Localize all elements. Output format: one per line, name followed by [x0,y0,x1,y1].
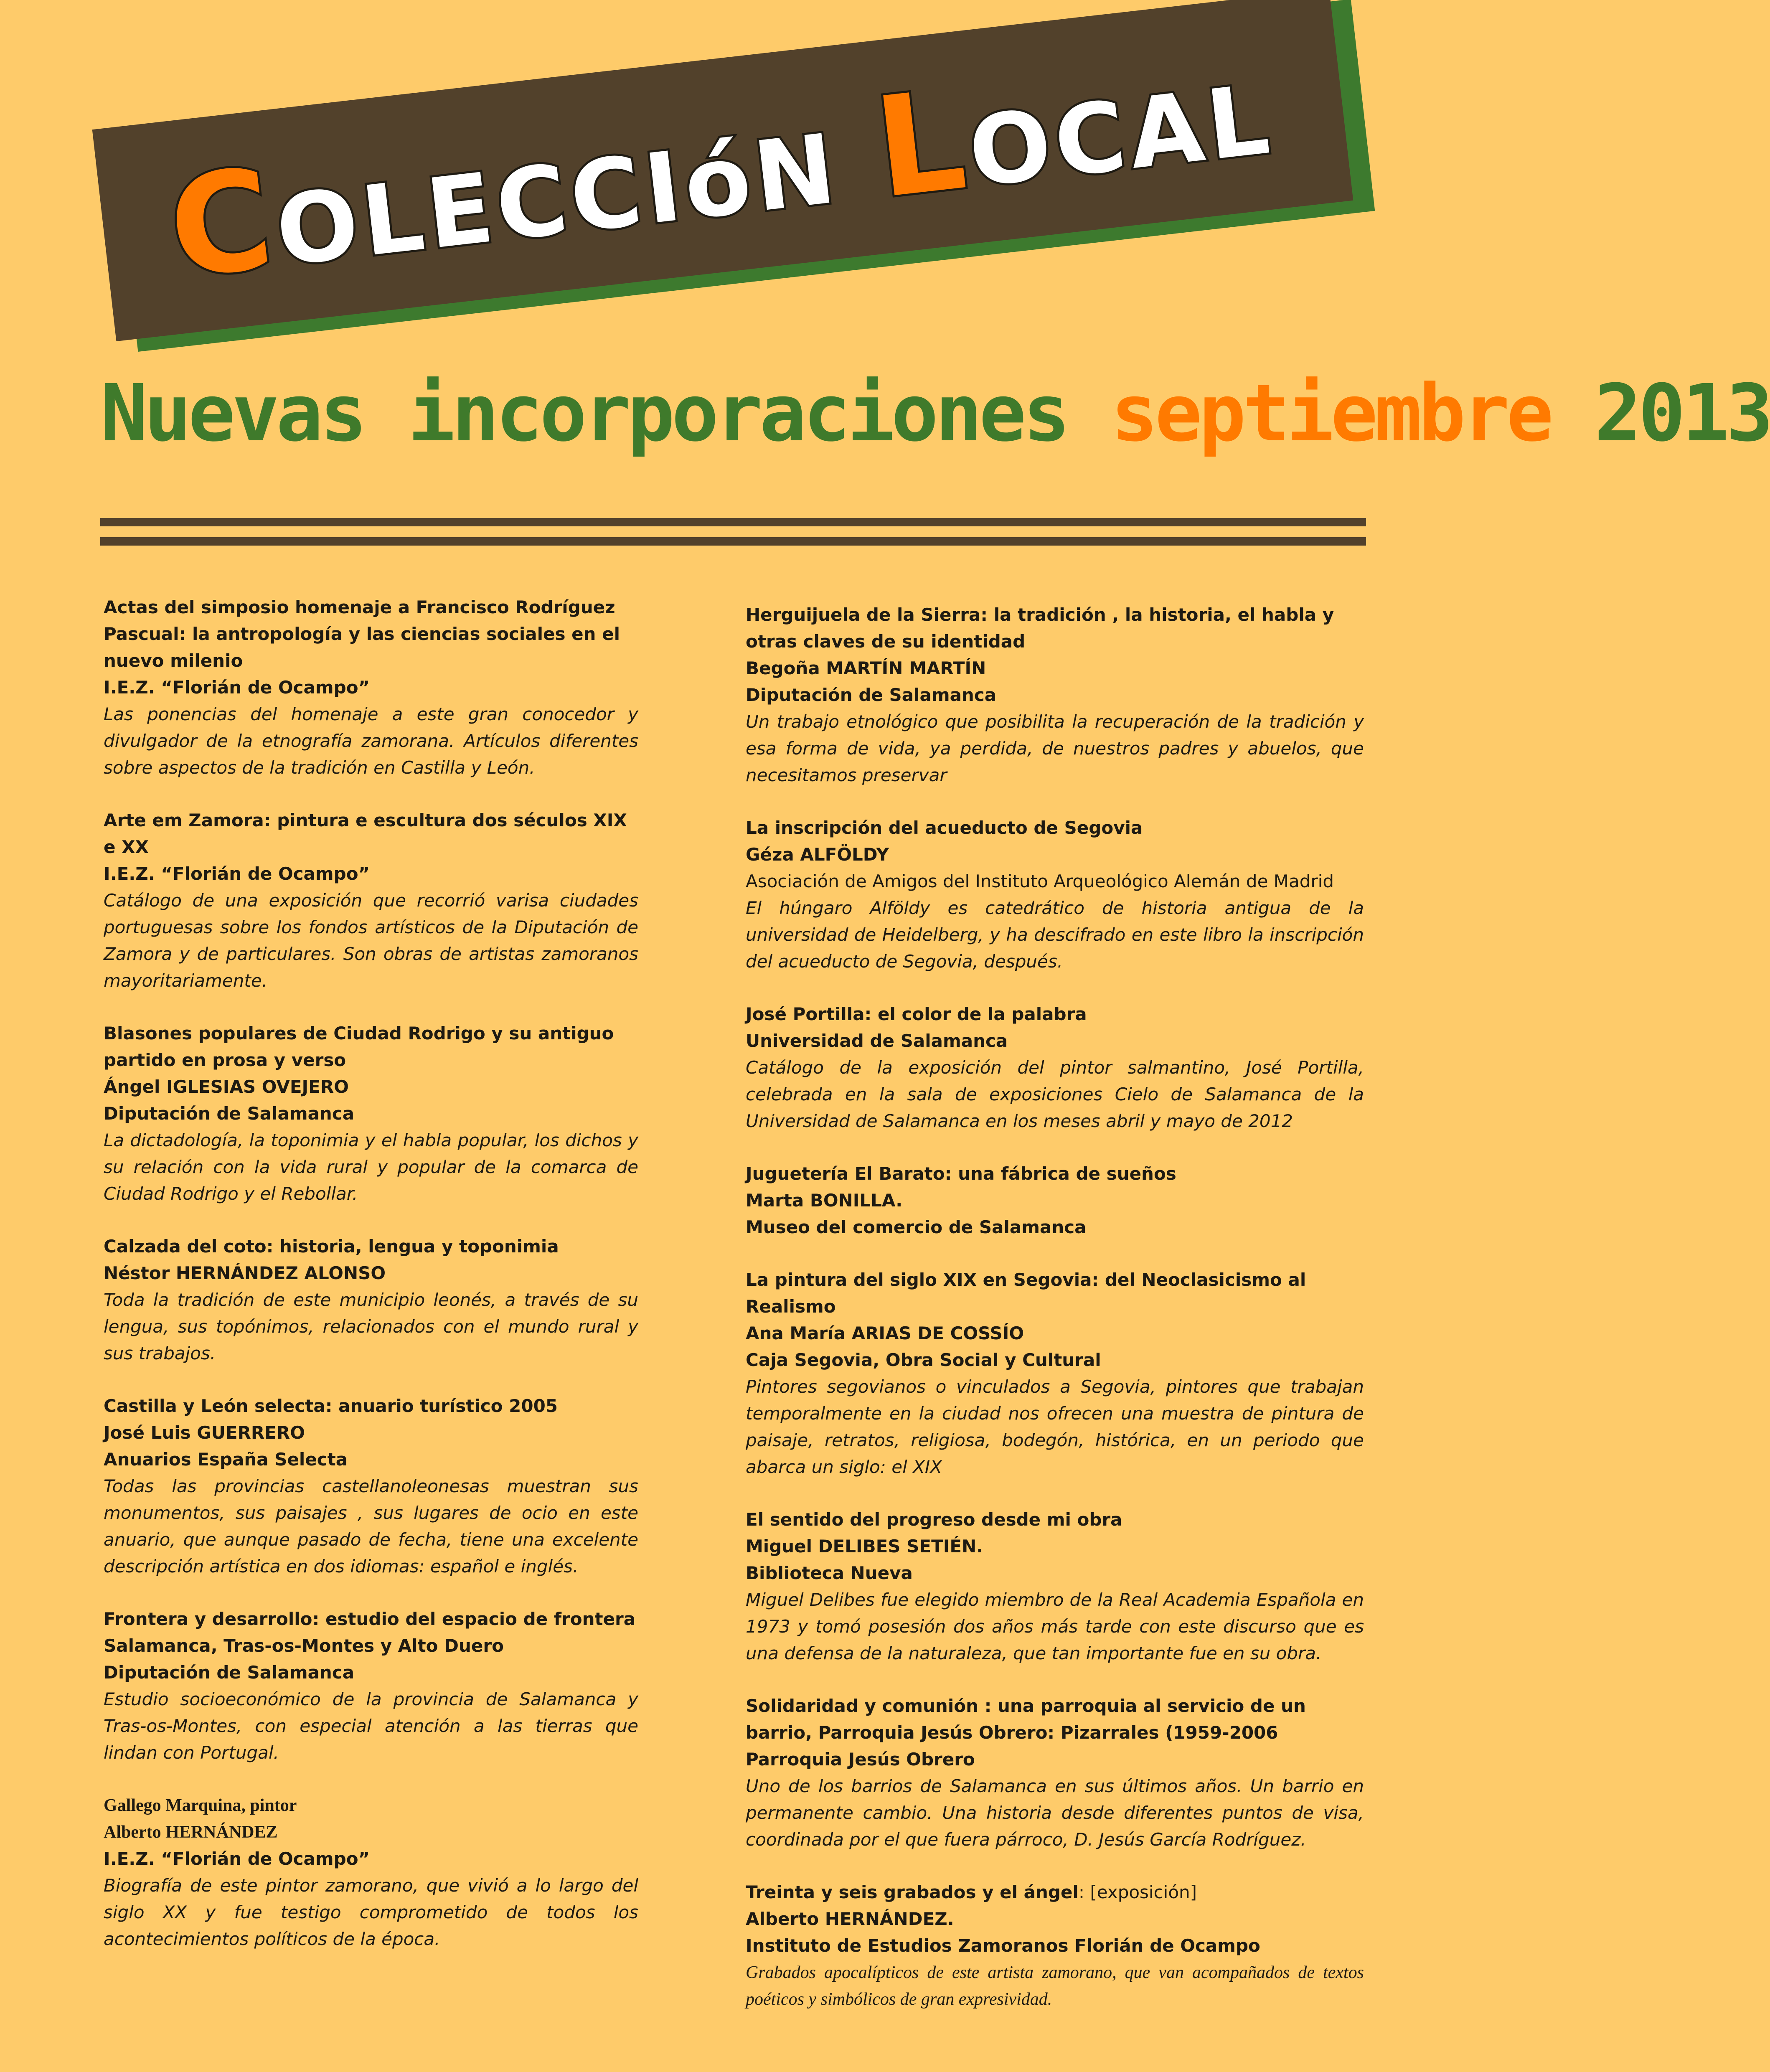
book-title: José Portilla: el color de la palabra [746,1004,1087,1024]
book-publisher: Universidad de Salamanca [746,1031,1008,1051]
book-entry [746,815,1364,975]
book-description: Miguel Delibes fue elegido miembro de la Real Academia Española en 1973 y tomó posesión dos años más tarde con este discurso que es una defensa de la naturaleza, que tan importante fue en su obra. [746,1590,1364,1663]
right-column [746,602,1364,2039]
book-title: Juguetería El Barato: una fábrica de sueños [746,1163,1176,1184]
book-title: Treinta y seis grabados y el ángel [746,1882,1079,1902]
book-title: La inscripción del acueducto de Segovia [746,818,1143,838]
book-publisher: Diputación de Salamanca [746,685,997,705]
book-description: Todas las provincias castellanoleonesas muestran sus monumentos, sus paisajes , sus lugares de ocio en este anuario, que aunque pasado de fecha, tiene una excelente descripción artística en dos idiomas: español e inglés. [104,1476,638,1577]
book-description: Pintores segovianos o vinculados a Segovia, pintores que trabajan temporalmente en la ciudad nos ofrecen una muestra de pintura de paisaje, retratos, religiosa, bodegón, histórica, en un periodo que abarca un siglo: el XIX [746,1376,1364,1477]
book-title: Herguijuela de la Sierra: la tradición , la historia, el habla y otras claves de su identidad [746,604,1334,652]
book-title: Castilla y León selecta: anuario turístico 2005 [104,1396,558,1416]
left-column [104,594,638,1978]
book-entry [104,1393,638,1580]
book-publisher: Anuarios España Selecta [104,1449,348,1470]
book-description: Catálogo de la exposición del pintor salmantino, José Portilla, celebrada en la sala de exposiciones Cielo de Salamanca de la Universidad de Salamanca en los meses abril y mayo de 2012 [746,1057,1364,1131]
book-title: La pintura del siglo XIX en Segovia: del Neoclasicismo al Realismo [746,1270,1306,1317]
book-author: Alberto HERNÁNDEZ [104,1823,278,1842]
book-publisher: I.E.Z. “Florián de Ocampo” [104,677,370,698]
book-publisher: Diputación de Salamanca [104,1662,355,1683]
book-publisher: I.E.Z. “Florián de Ocampo” [104,1849,370,1869]
book-title: Frontera y desarrollo: estudio del espacio de frontera Salamanca, Tras-os-Montes y Alto Duero [104,1609,636,1656]
book-publisher: Parroquia Jesús Obrero [746,1749,975,1770]
book-entry [746,602,1364,789]
book-entry [104,807,638,994]
book-entry [746,1160,1364,1241]
book-publisher: Biblioteca Nueva [746,1563,913,1583]
book-publisher: Diputación de Salamanca [104,1103,355,1124]
banner-initial-l: L [867,59,978,229]
book-entry [746,1693,1364,1853]
book-title-line [746,1879,1364,1906]
book-entry [104,1020,638,1207]
page-headline [100,368,1770,459]
book-title: Blasones populares de Ciudad Rodrigo y su antiguo partido en prosa y verso [104,1023,614,1070]
book-description: Uno de los barrios de Salamanca en sus últimos años. Un barrio en permanente cambio. Una historia desde diferentes puntos de visa, coordinada por el que fuera párroco, D. Jesús García Rodríguez. [746,1776,1364,1850]
book-publisher: Instituto de Estudios Zamoranos Florián de Ocampo [746,1935,1260,1956]
book-entry [746,1506,1364,1667]
book-title: Arte em Zamora: pintura e escultura dos séculos XIX e XX [104,810,627,857]
book-author: Ana María ARIAS DE COSSÍO [746,1323,1024,1343]
banner-rest-coleccion: OLECCIóN [270,113,845,288]
book-author: Begoña MARTÍN MARTÍN [746,658,986,678]
divider-rule-top [100,518,1366,526]
book-author: José Luis GUERRERO [104,1422,305,1443]
book-entry [104,1606,638,1766]
book-entry [104,594,638,781]
book-author: Miguel DELIBES SETIÉN. [746,1536,983,1557]
book-title: Solidaridad y comunión : una parroquia al servicio de un barrio, Parroquia Jesús Obrero: Pizarrales (1959-2006 [746,1696,1306,1743]
banner-initial-c: C [161,138,284,310]
book-description: Estudio socioeconómico de la provincia de Salamanca y Tras-os-Montes, con especial atención a las tierras que lindan con Portugal. [104,1689,638,1763]
book-author: Ángel IGLESIAS OVEJERO [104,1077,349,1097]
book-description: El húngaro Alföldy es catedrático de historia antigua de la universidad de Heidelberg, y ha descifrado en este libro la inscripción del acueducto de Segovia, después. [746,898,1364,972]
headline-part2: septiembre [1111,368,1551,459]
book-description: Catálogo de una exposición que recorrió varisa ciudades portuguesas sobre los fondos artísticos de la Diputación de Zamora y de particulares. Son obras de artistas zamoranos mayoritariamente. [104,890,638,991]
book-description: Las ponencias del homenaje a este gran conocedor y divulgador de la etnografía zamorana. Artículos diferentes sobre aspectos de la tradición en Castilla y León. [104,704,638,778]
book-publisher: Asociación de Amigos del Instituto Arqueológico Alemán de Madrid [746,871,1334,891]
book-author: Marta BONILLA. [746,1190,903,1211]
book-title: Calzada del coto: historia, lengua y toponimia [104,1236,559,1257]
book-entry [746,1001,1364,1135]
book-publisher: I.E.Z. “Florián de Ocampo” [104,863,370,884]
book-description: Grabados apocalípticos de este artista zamorano, que van acompañados de textos poéticos y simbólicos de gran expresividad. [746,1963,1364,2009]
book-author: Néstor HERNÁNDEZ ALONSO [104,1263,386,1283]
banner-rest-local: OCAL [963,63,1279,209]
book-entry [746,1267,1364,1480]
book-title-suffix: : [exposición] [1078,1882,1197,1902]
book-publisher: Museo del comercio de Salamanca [746,1217,1087,1237]
book-title: Actas del simposio homenaje a Francisco Rodríguez Pascual: la antropología y las ciencias sociales en el nuevo milenio [104,597,620,671]
book-description: Biografía de este pintor zamorano, que vivió a lo largo del siglo XX y fue testigo comprometido de todos los acontecimientos políticos de la época. [104,1875,638,1949]
book-entry [104,1792,638,1953]
headline-part1: Nuevas incorporaciones [100,368,1067,459]
book-title: Gallego Marquina, pintor [104,1796,297,1815]
banner-word-local [868,25,1280,229]
book-description: La dictadología, la toponimia y el habla popular, los dichos y su relación con la vida rural y popular de la comarca de Ciudad Rodrigo y el Rebollar. [104,1130,638,1204]
book-description: Un trabajo etnológico que posibilita la recuperación de la tradición y esa forma de vida, ya perdida, de nuestros padres y abuelos, que necesitamos preservar [746,711,1364,785]
divider-rule-bottom [100,537,1366,546]
book-title: El sentido del progreso desde mi obra [746,1509,1122,1530]
headline-part3: 2013 [1594,368,1770,459]
book-author: Alberto HERNÁNDEZ. [746,1909,954,1929]
book-entry [746,1879,1364,2013]
book-publisher: Caja Segovia, Obra Social y Cultural [746,1350,1101,1370]
book-entry [104,1233,638,1367]
book-author: Géza ALFÖLDY [746,844,889,865]
book-description: Toda la tradición de este municipio leonés, a través de su lengua, sus topónimos, relacionados con el mundo rural y sus trabajos. [104,1290,638,1364]
